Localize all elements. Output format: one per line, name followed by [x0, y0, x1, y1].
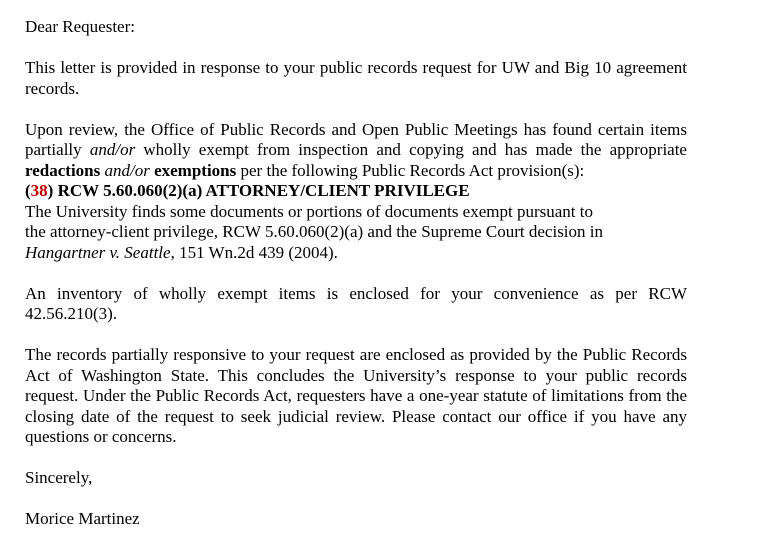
- case-citation: , 151 Wn.2d 439 (2004).: [170, 242, 338, 262]
- citation-number: 38: [30, 181, 48, 200]
- inventory-paragraph: An inventory of wholly exempt items is enclosed for your convenience as per RCW 42.56.210(3).: [25, 283, 687, 323]
- case-name: Hangartner v. Seattle: [25, 242, 171, 262]
- citation-heading: [25, 181, 687, 202]
- review-paragraph: [25, 120, 687, 264]
- review-text-2: wholly exempt from inspection and copying and has made the appropriate: [135, 140, 687, 159]
- citation-line-3: [25, 243, 687, 264]
- citation-line-1: The University finds some documents or portions of documents exempt pursuant to: [25, 201, 593, 221]
- citation-number-open: (: [25, 181, 31, 200]
- review-text-3: per the following Public Records Act provision(s):: [236, 160, 585, 180]
- citation-line-2: the attorney-client privilege, RCW 5.60.060(2)(a) and the Supreme Court decision in: [25, 222, 604, 241]
- citation-number-close: ): [47, 181, 54, 200]
- letter-body: [25, 17, 687, 550]
- closing-paragraph: The records partially responsive to your request are enclosed as provided by the Public Records Act of Washington State. This concludes the University’s response to your public records request. Under the Public Records Act, requesters have a one-year statute of limitations from the closing date of the request to seek judicial review. Please contact our office if you have any questions or concerns.: [25, 345, 687, 446]
- citation-title: RCW 5.60.060(2)(a) ATTORNEY/CLIENT PRIVILEGE: [53, 181, 470, 200]
- review-redactions: redactions: [25, 160, 101, 180]
- review-text-1: Upon review, the Office of Public Records and Open Public Meetings has found certain items partially: [25, 119, 687, 159]
- intro-paragraph: This letter is provided in response to your public records request for UW and Big 10 agreement records.: [25, 58, 687, 98]
- salutation: Dear Requester:: [25, 17, 135, 36]
- review-and-or-2: and/or: [104, 160, 150, 180]
- review-and-or-1: and/or: [89, 140, 136, 159]
- review-exemptions: exemptions: [154, 160, 237, 180]
- signature-name: Morice Martinez: [25, 509, 140, 528]
- signoff: Sincerely,: [25, 468, 93, 487]
